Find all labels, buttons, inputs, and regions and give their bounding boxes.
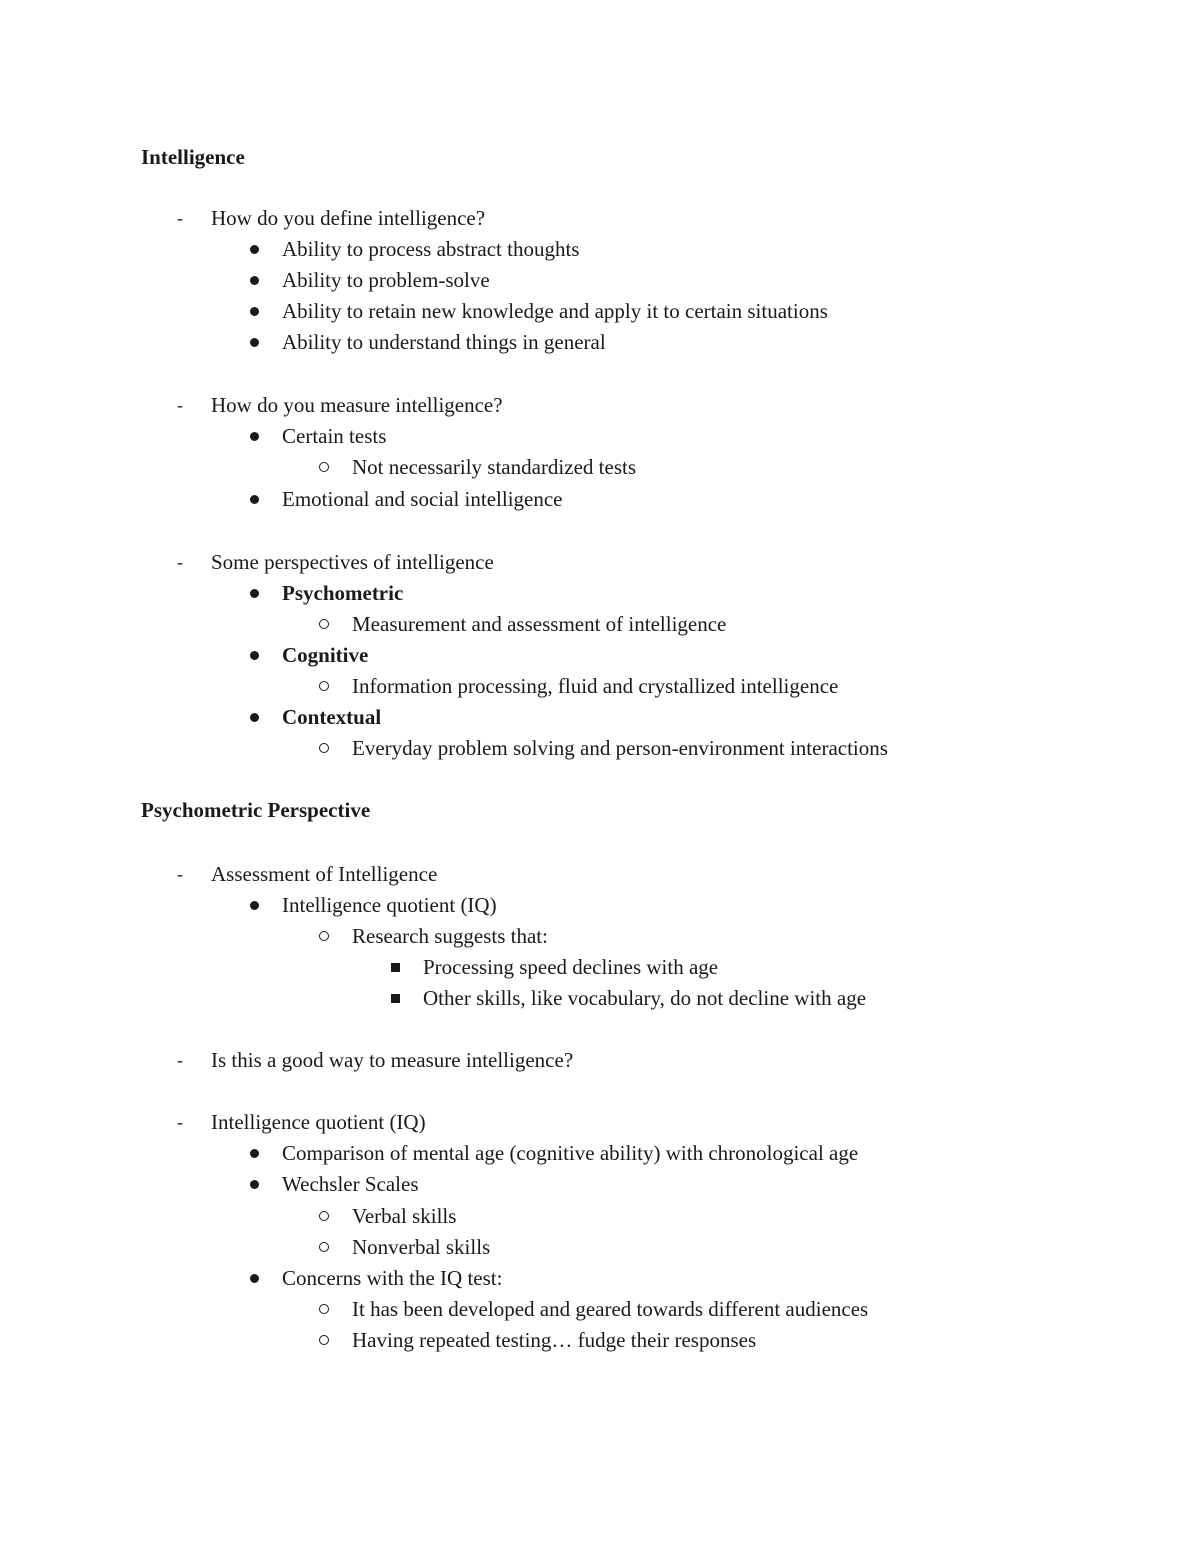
circle-bullet-icon bbox=[319, 1328, 331, 1352]
item-text: Everyday problem solving and person-environment interactions bbox=[352, 736, 888, 760]
disc-bullet-icon bbox=[250, 299, 260, 323]
item-text: Cognitive bbox=[282, 643, 369, 667]
item-text: Ability to understand things in general bbox=[282, 330, 606, 354]
item-text: Intelligence quotient (IQ) bbox=[211, 1110, 426, 1134]
circle-bullet-icon bbox=[319, 674, 331, 698]
item-text: Having repeated testing… fudge their responses bbox=[352, 1328, 757, 1352]
circle-bullet-icon bbox=[319, 455, 331, 479]
dash-marker: - bbox=[177, 1050, 183, 1070]
item-text: How do you measure intelligence? bbox=[211, 393, 503, 417]
dash-marker: - bbox=[177, 864, 183, 884]
dash-marker: - bbox=[177, 1112, 183, 1132]
item-text: Other skills, like vocabulary, do not decline with age bbox=[423, 986, 867, 1010]
section-heading-intelligence: Intelligence bbox=[141, 145, 245, 169]
item-text: Verbal skills bbox=[352, 1204, 457, 1228]
item-text: Some perspectives of intelligence bbox=[211, 550, 494, 574]
circle-bullet-icon bbox=[319, 736, 331, 760]
item-text: Certain tests bbox=[282, 424, 387, 448]
item-text: Comparison of mental age (cognitive ability) with chronological age bbox=[282, 1141, 859, 1165]
item-text: Ability to problem-solve bbox=[282, 268, 490, 292]
disc-bullet-icon bbox=[250, 237, 260, 261]
item-text: How do you define intelligence? bbox=[211, 206, 486, 230]
disc-bullet-icon bbox=[250, 268, 260, 292]
disc-bullet-icon bbox=[250, 581, 260, 605]
item-text: Is this a good way to measure intelligence? bbox=[211, 1048, 574, 1072]
square-bullet-icon bbox=[390, 986, 402, 1010]
circle-bullet-icon bbox=[319, 1204, 331, 1228]
item-text: Measurement and assessment of intelligence bbox=[352, 612, 727, 636]
square-bullet-icon bbox=[390, 955, 402, 979]
disc-bullet-icon bbox=[250, 1141, 260, 1165]
disc-bullet-icon bbox=[250, 893, 260, 917]
disc-bullet-icon bbox=[250, 705, 260, 729]
item-text: Research suggests that: bbox=[352, 924, 548, 948]
item-text: Psychometric bbox=[282, 581, 404, 605]
dash-marker: - bbox=[177, 395, 183, 415]
disc-bullet-icon bbox=[250, 330, 260, 354]
item-text: Processing speed declines with age bbox=[423, 955, 719, 979]
item-text: Assessment of Intelligence bbox=[211, 862, 438, 886]
item-text: Emotional and social intelligence bbox=[282, 487, 563, 511]
dash-marker: - bbox=[177, 552, 183, 572]
item-text: It has been developed and geared towards different audiences bbox=[352, 1297, 869, 1321]
disc-bullet-icon bbox=[250, 424, 260, 448]
item-text: Intelligence quotient (IQ) bbox=[282, 893, 497, 917]
item-text: Wechsler Scales bbox=[282, 1172, 419, 1196]
item-text: Not necessarily standardized tests bbox=[352, 455, 636, 479]
circle-bullet-icon bbox=[319, 1297, 331, 1321]
item-text: Contextual bbox=[282, 705, 382, 729]
dash-marker: - bbox=[177, 208, 183, 228]
item-text: Ability to retain new knowledge and apply it to certain situations bbox=[282, 299, 828, 323]
disc-bullet-icon bbox=[250, 643, 260, 667]
circle-bullet-icon bbox=[319, 1235, 331, 1259]
disc-bullet-icon bbox=[250, 487, 260, 511]
item-text: Concerns with the IQ test: bbox=[282, 1266, 503, 1290]
disc-bullet-icon bbox=[250, 1172, 260, 1196]
circle-bullet-icon bbox=[319, 924, 331, 948]
item-text: Information processing, fluid and crystallized intelligence bbox=[352, 674, 839, 698]
item-text: Ability to process abstract thoughts bbox=[282, 237, 580, 261]
circle-bullet-icon bbox=[319, 612, 331, 636]
section-heading-psychometric-perspective: Psychometric Perspective bbox=[141, 798, 371, 822]
item-text: Nonverbal skills bbox=[352, 1235, 491, 1259]
disc-bullet-icon bbox=[250, 1266, 260, 1290]
